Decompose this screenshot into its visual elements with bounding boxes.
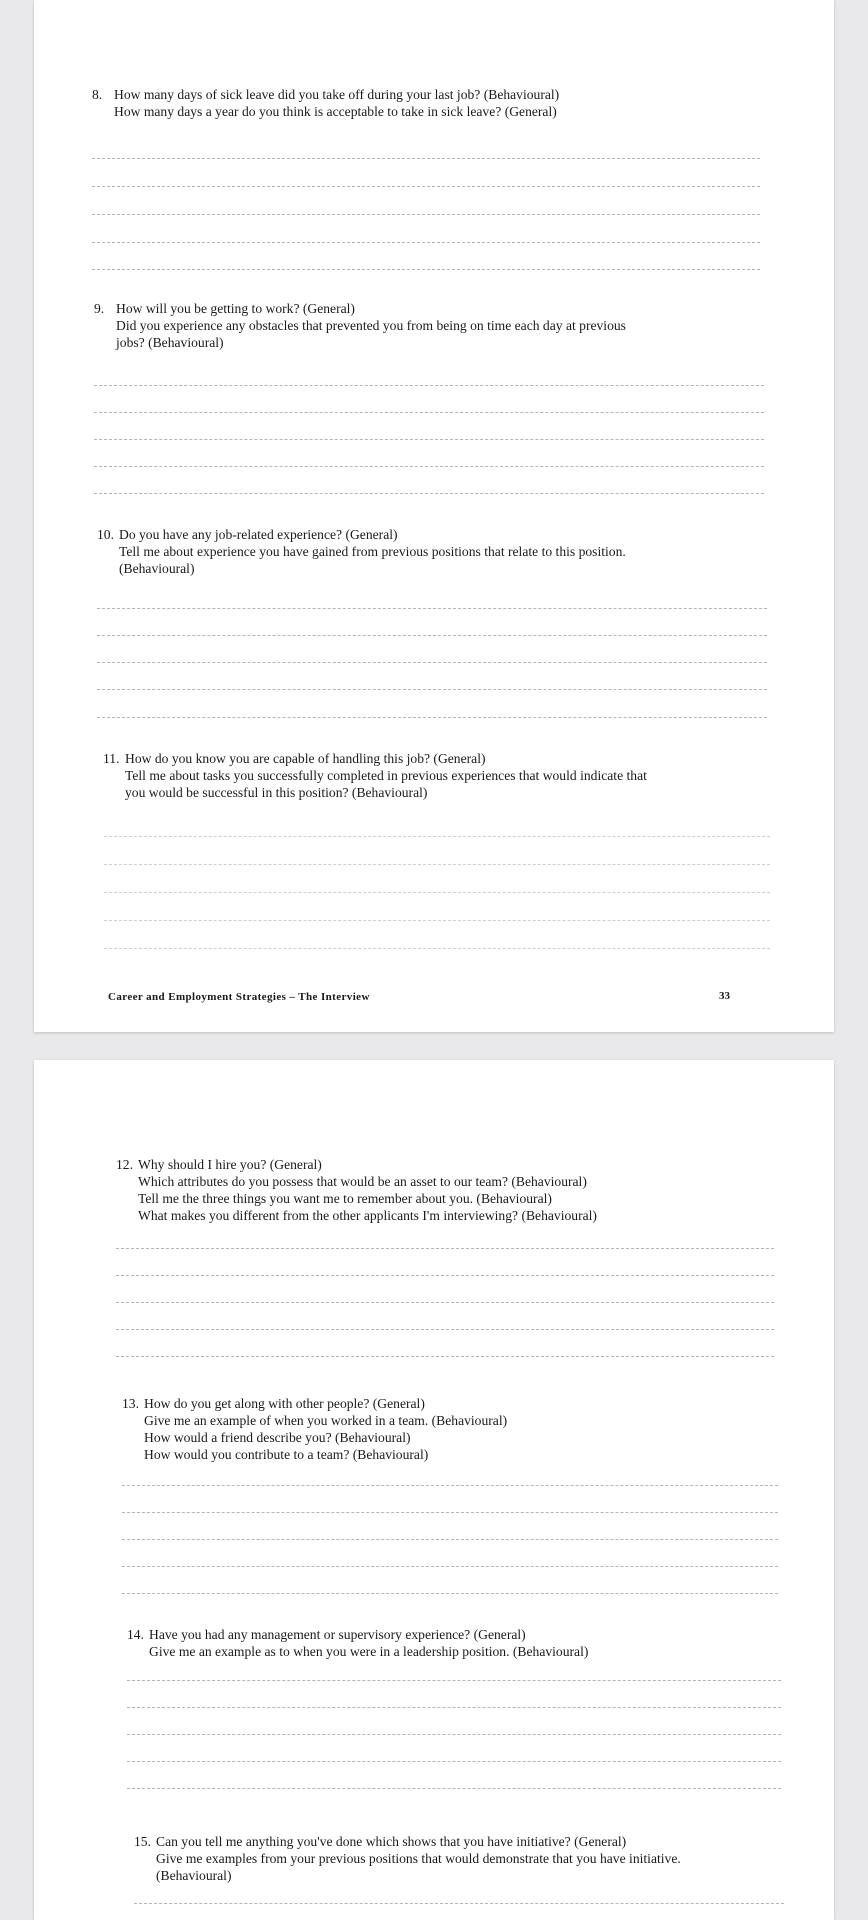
question-text: (Behavioural): [119, 561, 195, 576]
answer-line: [116, 1302, 774, 1303]
question-text: How many days of sick leave did you take off during your last job? (Behavioural): [114, 87, 560, 102]
answer-line: [104, 920, 770, 921]
question-text: How do you know you are capable of handling this job? (General): [125, 751, 486, 766]
answer-line: [94, 385, 764, 386]
question-text: you would be successful in this position? (Behavioural): [125, 785, 428, 800]
question-number: 14.: [127, 1627, 144, 1642]
question-11: [103, 750, 647, 801]
question-text: jobs? (Behavioural): [116, 335, 224, 350]
answer-line: [127, 1788, 781, 1789]
question-text: (Behavioural): [156, 1868, 232, 1883]
page-footer: Career and Employment Strategies – The Interview: [108, 991, 370, 1003]
question-text: How do you get along with other people? (General): [144, 1396, 425, 1411]
answer-line: [116, 1329, 774, 1330]
answer-line: [92, 242, 760, 243]
question-text: Which attributes do you possess that would be an asset to our team? (Behavioural): [138, 1174, 587, 1189]
answer-line: [92, 158, 760, 159]
question-12: [116, 1156, 597, 1224]
answer-line: [92, 186, 760, 187]
answer-line: [127, 1761, 781, 1762]
answer-line: [104, 948, 770, 949]
question-number: 11.: [103, 751, 120, 766]
answer-line: [122, 1539, 778, 1540]
question-number: 15.: [134, 1834, 151, 1849]
answer-line: [92, 214, 760, 215]
answer-line: [127, 1707, 781, 1708]
answer-line: [97, 717, 767, 718]
question-number: 9.: [94, 301, 105, 316]
question-text: Tell me the three things you want me to remember about you. (Behavioural): [138, 1191, 552, 1206]
answer-line: [97, 635, 767, 636]
question-13: [122, 1395, 507, 1463]
answer-line: [116, 1248, 774, 1249]
answer-line: [122, 1566, 778, 1567]
answer-line: [94, 493, 764, 494]
question-number: 8.: [92, 87, 103, 102]
question-text: How would a friend describe you? (Behavioural): [144, 1430, 411, 1445]
answer-line: [104, 892, 770, 893]
question-14: [127, 1626, 588, 1660]
question-text: Did you experience any obstacles that prevented you from being on time each day at previous: [116, 318, 626, 333]
answer-line: [92, 269, 760, 270]
answer-line: [94, 466, 764, 467]
question-text: Give me an example of when you worked in a team. (Behavioural): [144, 1413, 508, 1428]
question-text: How many days a year do you think is acceptable to take in sick leave? (General): [114, 104, 557, 119]
question-number: 12.: [116, 1157, 133, 1172]
answer-line: [127, 1680, 781, 1681]
answer-line: [104, 836, 770, 837]
question-number: 10.: [97, 527, 114, 542]
answer-line: [104, 864, 770, 865]
question-15: [134, 1833, 681, 1884]
answer-line: [97, 608, 767, 609]
answer-line: [97, 689, 767, 690]
question-text: How will you be getting to work? (General): [116, 301, 355, 316]
question-text: Why should I hire you? (General): [138, 1157, 322, 1172]
question-text: Can you tell me anything you've done which shows that you have initiative? (General): [156, 1834, 627, 1849]
question-text: Do you have any job-related experience? (General): [119, 527, 398, 542]
question-text: Give me examples from your previous positions that would demonstrate that you have initiative.: [156, 1851, 681, 1866]
question-10: [97, 526, 626, 577]
question-text: What makes you different from the other applicants I'm interviewing? (Behavioural): [138, 1208, 597, 1223]
answer-line: [122, 1485, 778, 1486]
question-text: How would you contribute to a team? (Behavioural): [144, 1447, 429, 1462]
answer-line: [122, 1512, 778, 1513]
question-number: 13.: [122, 1396, 139, 1411]
question-text: Tell me about experience you have gained from previous positions that relate to this position.: [119, 544, 626, 559]
question-text: Give me an example as to when you were in a leadership position. (Behavioural): [149, 1644, 589, 1659]
question-8: [92, 86, 559, 120]
question-9: [94, 300, 626, 351]
answer-line: [116, 1275, 774, 1276]
answer-line: [94, 412, 764, 413]
answer-line: [94, 439, 764, 440]
answer-line: [97, 662, 767, 663]
answer-line: [116, 1356, 774, 1357]
answer-line: [134, 1903, 784, 1904]
question-text: Tell me about tasks you successfully completed in previous experiences that would indicate that: [125, 768, 647, 783]
document-page-2: [34, 1060, 834, 1920]
answer-line: [127, 1734, 781, 1735]
answer-line: [122, 1593, 778, 1594]
page-number: 33: [719, 990, 730, 1002]
document-page-1: [34, 0, 834, 1032]
question-text: Have you had any management or supervisory experience? (General): [149, 1627, 526, 1642]
